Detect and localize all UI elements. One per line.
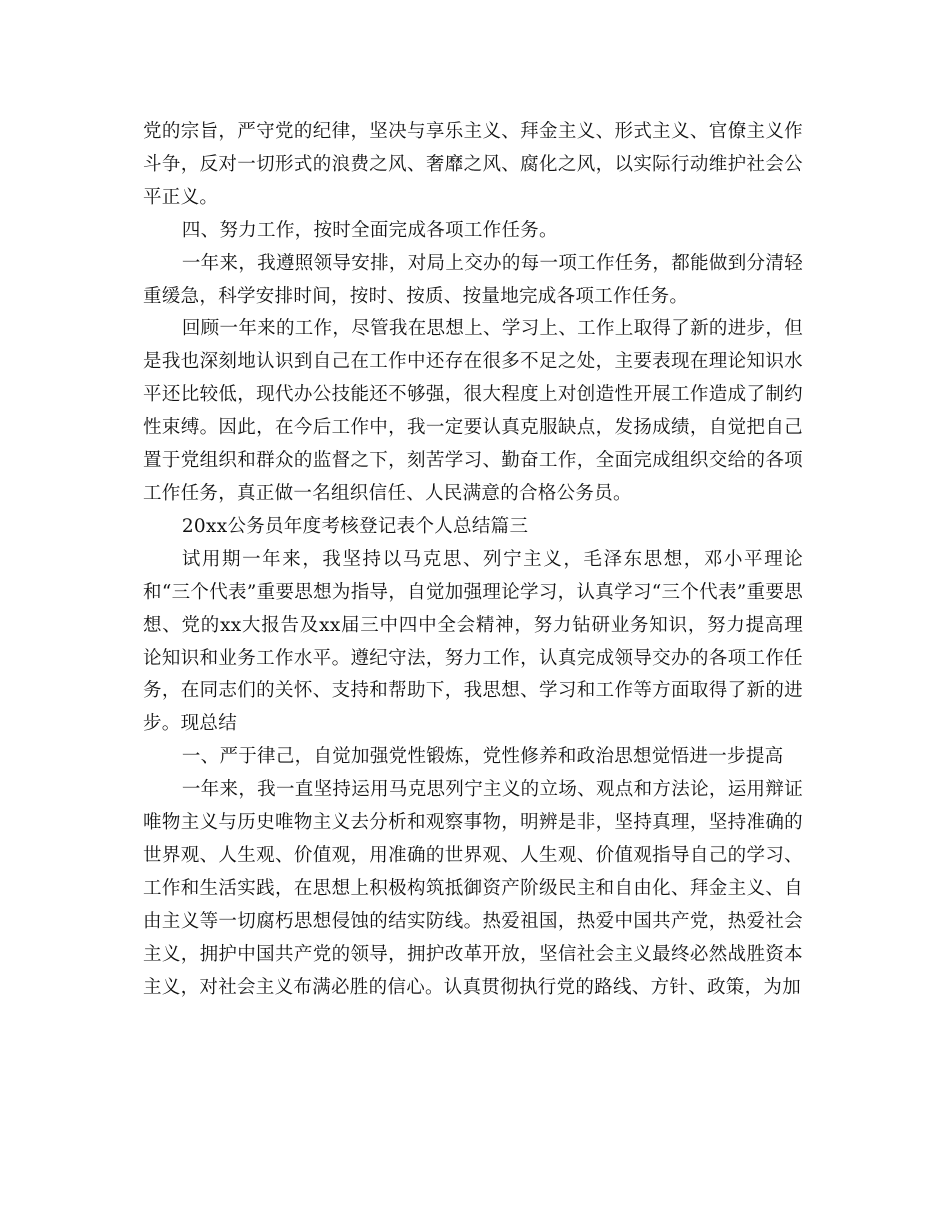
paragraph: 一年来，我一直坚持运用马克思列宁主义的立场、观点和方法论，运用辩证唯物主义与历史唯物主义去分析和观察事物，明辨是非，坚持真理，坚持准确的世界观、人生观、价值观，用准确的世界观、人生观、价值观指导自己的学习、工作和生活实践，在思想上积极构筑抵御资产阶级民主和自由化、拜金主义、自由主义等一切腐朽思想侵蚀的结实防线。热爱祖国，热爱中国共产党，热爱社会主义，拥护中国共产党的领导，拥护改革开放，坚信社会主义最终必然战胜资本主义，对社会主义布满必胜的信心。认真贯彻执行党的路线、方针、政策，为加 — [143, 779, 803, 998]
section-heading-four: 四、努力工作，按时全面完成各项工作任务。 — [181, 219, 558, 241]
document-body — [143, 116, 803, 1004]
paragraph: 一年来，我遵照领导安排，对局上交办的每一项工作任务，都能做到分清轻重缓急，科学安排时间，按时、按质、按量地完成各项工作任务。 — [143, 252, 803, 307]
paragraph: 试用期一年来，我坚持以马克思、列宁主义，毛泽东思想，邓小平理论和“三个代表”重要思想为指导，自觉加强理论学习，认真学习“三个代表”重要思想、党的xx大报告及xx届三中四中全会精神，努力钻研业务知识，努力提高理论知识和业务工作水平。遵纪守法，努力工作，认真完成领导交办的各项工作任务，在同志们的关怀、支持和帮助下，我思想、学习和工作等方面取得了新的进步。现总结 — [143, 548, 803, 735]
paragraph: 回顾一年来的工作，尽管我在思想上、学习上、工作上取得了新的进步，但是我也深刻地认识到自己在工作中还存在很多不足之处，主要表现在理论知识水平还比较低，现代办公技能还不够强，很大程度上对创造性开展工作造成了制约性束缚。因此，在今后工作中，我一定要认真克服缺点，发扬成绩，自觉把自己置于党组织和群众的监督之下，刻苦学习、勤奋工作，全面完成组织交给的各项工作任务，真正做一名组织信任、人民满意的合格公务员。 — [143, 318, 803, 504]
paragraph-continuation: 党的宗旨，严守党的纪律，坚决与享乐主义、拜金主义、形式主义、官僚主义作斗争，反对一切形式的浪费之风、奢靡之风、腐化之风，以实际行动维护社会公平正义。 — [143, 121, 803, 208]
section-heading-one: 一、严于律己，自觉加强党性锻炼，党性修养和政治思想觉悟进一步提高 — [181, 746, 784, 768]
article-title: 20xx公务员年度考核登记表个人总结篇三 — [181, 515, 529, 537]
